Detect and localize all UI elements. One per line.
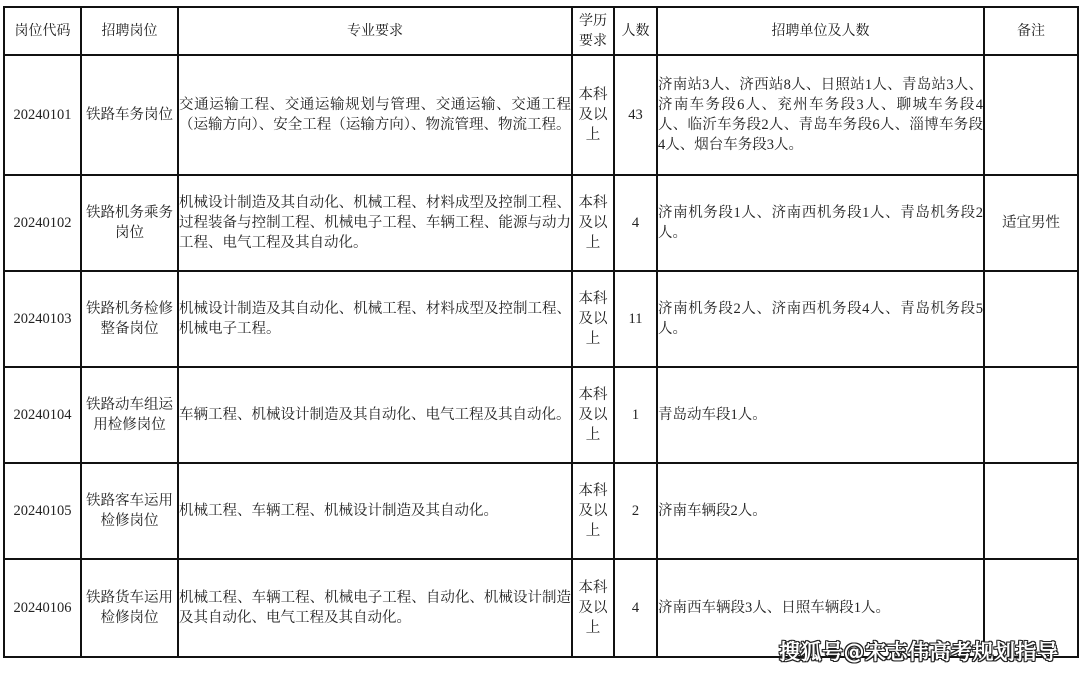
major-requirements: 机械工程、车辆工程、机械设计制造及其自动化。 bbox=[178, 463, 572, 559]
header-post: 招聘岗位 bbox=[81, 7, 178, 55]
header-units: 招聘单位及人数 bbox=[657, 7, 984, 55]
headcount: 2 bbox=[614, 463, 657, 559]
major-requirements: 交通运输工程、交通运输规划与管理、交通运输、交通工程（运输方向）、安全工程（运输方向）、物流管理、物流工程。 bbox=[178, 55, 572, 175]
headcount: 4 bbox=[614, 175, 657, 271]
position-title: 铁路货车运用检修岗位 bbox=[81, 559, 178, 657]
education-requirement: 本科及以上 bbox=[572, 271, 614, 367]
position-code: 20240105 bbox=[4, 463, 81, 559]
watermark: 搜狐号@宋志伟高考规划指导 bbox=[779, 640, 1059, 664]
recruitment-table bbox=[3, 6, 1079, 658]
education-requirement: 本科及以上 bbox=[572, 175, 614, 271]
header-count: 人数 bbox=[614, 7, 657, 55]
header-note: 备注 bbox=[984, 7, 1078, 55]
major-requirements: 机械设计制造及其自动化、机械工程、材料成型及控制工程、机械电子工程。 bbox=[178, 271, 572, 367]
position-code: 20240103 bbox=[4, 271, 81, 367]
position-code: 20240104 bbox=[4, 367, 81, 463]
headcount: 11 bbox=[614, 271, 657, 367]
table-row bbox=[4, 271, 1078, 367]
table-row bbox=[4, 55, 1078, 175]
hiring-units: 济南机务段1人、济南西机务段1人、青岛机务段2人。 bbox=[657, 175, 984, 271]
position-code: 20240102 bbox=[4, 175, 81, 271]
remarks bbox=[984, 463, 1078, 559]
position-code: 20240101 bbox=[4, 55, 81, 175]
remarks bbox=[984, 55, 1078, 175]
education-requirement: 本科及以上 bbox=[572, 559, 614, 657]
position-title: 铁路机务乘务岗位 bbox=[81, 175, 178, 271]
header-row bbox=[4, 7, 1078, 55]
position-title: 铁路车务岗位 bbox=[81, 55, 178, 175]
headcount: 1 bbox=[614, 367, 657, 463]
hiring-units: 济南西车辆段3人、日照车辆段1人。 bbox=[657, 559, 984, 657]
position-code: 20240106 bbox=[4, 559, 81, 657]
table-row bbox=[4, 463, 1078, 559]
header-code: 岗位代码 bbox=[4, 7, 81, 55]
hiring-units: 济南站3人、济西站8人、日照站1人、青岛站3人、济南车务段6人、兖州车务段3人、聊城车务段4人、临沂车务段2人、青岛车务段6人、淄博车务段4人、烟台车务段3人。 bbox=[657, 55, 984, 175]
hiring-units: 济南机务段2人、济南西机务段4人、青岛机务段5人。 bbox=[657, 271, 984, 367]
hiring-units: 济南车辆段2人。 bbox=[657, 463, 984, 559]
table-row bbox=[4, 367, 1078, 463]
education-requirement: 本科及以上 bbox=[572, 55, 614, 175]
remarks: 适宜男性 bbox=[984, 175, 1078, 271]
education-requirement: 本科及以上 bbox=[572, 463, 614, 559]
table-row bbox=[4, 175, 1078, 271]
position-title: 铁路机务检修整备岗位 bbox=[81, 271, 178, 367]
major-requirements: 车辆工程、机械设计制造及其自动化、电气工程及其自动化。 bbox=[178, 367, 572, 463]
header-education: 学历要求 bbox=[572, 7, 614, 55]
remarks bbox=[984, 367, 1078, 463]
major-requirements: 机械设计制造及其自动化、机械工程、材料成型及控制工程、过程装备与控制工程、机械电子工程、车辆工程、能源与动力工程、电气工程及其自动化。 bbox=[178, 175, 572, 271]
remarks bbox=[984, 271, 1078, 367]
hiring-units: 青岛动车段1人。 bbox=[657, 367, 984, 463]
position-title: 铁路客车运用检修岗位 bbox=[81, 463, 178, 559]
headcount: 43 bbox=[614, 55, 657, 175]
major-requirements: 机械工程、车辆工程、机械电子工程、自动化、机械设计制造及其自动化、电气工程及其自动化。 bbox=[178, 559, 572, 657]
education-requirement: 本科及以上 bbox=[572, 367, 614, 463]
header-major: 专业要求 bbox=[178, 7, 572, 55]
position-title: 铁路动车组运用检修岗位 bbox=[81, 367, 178, 463]
headcount: 4 bbox=[614, 559, 657, 657]
